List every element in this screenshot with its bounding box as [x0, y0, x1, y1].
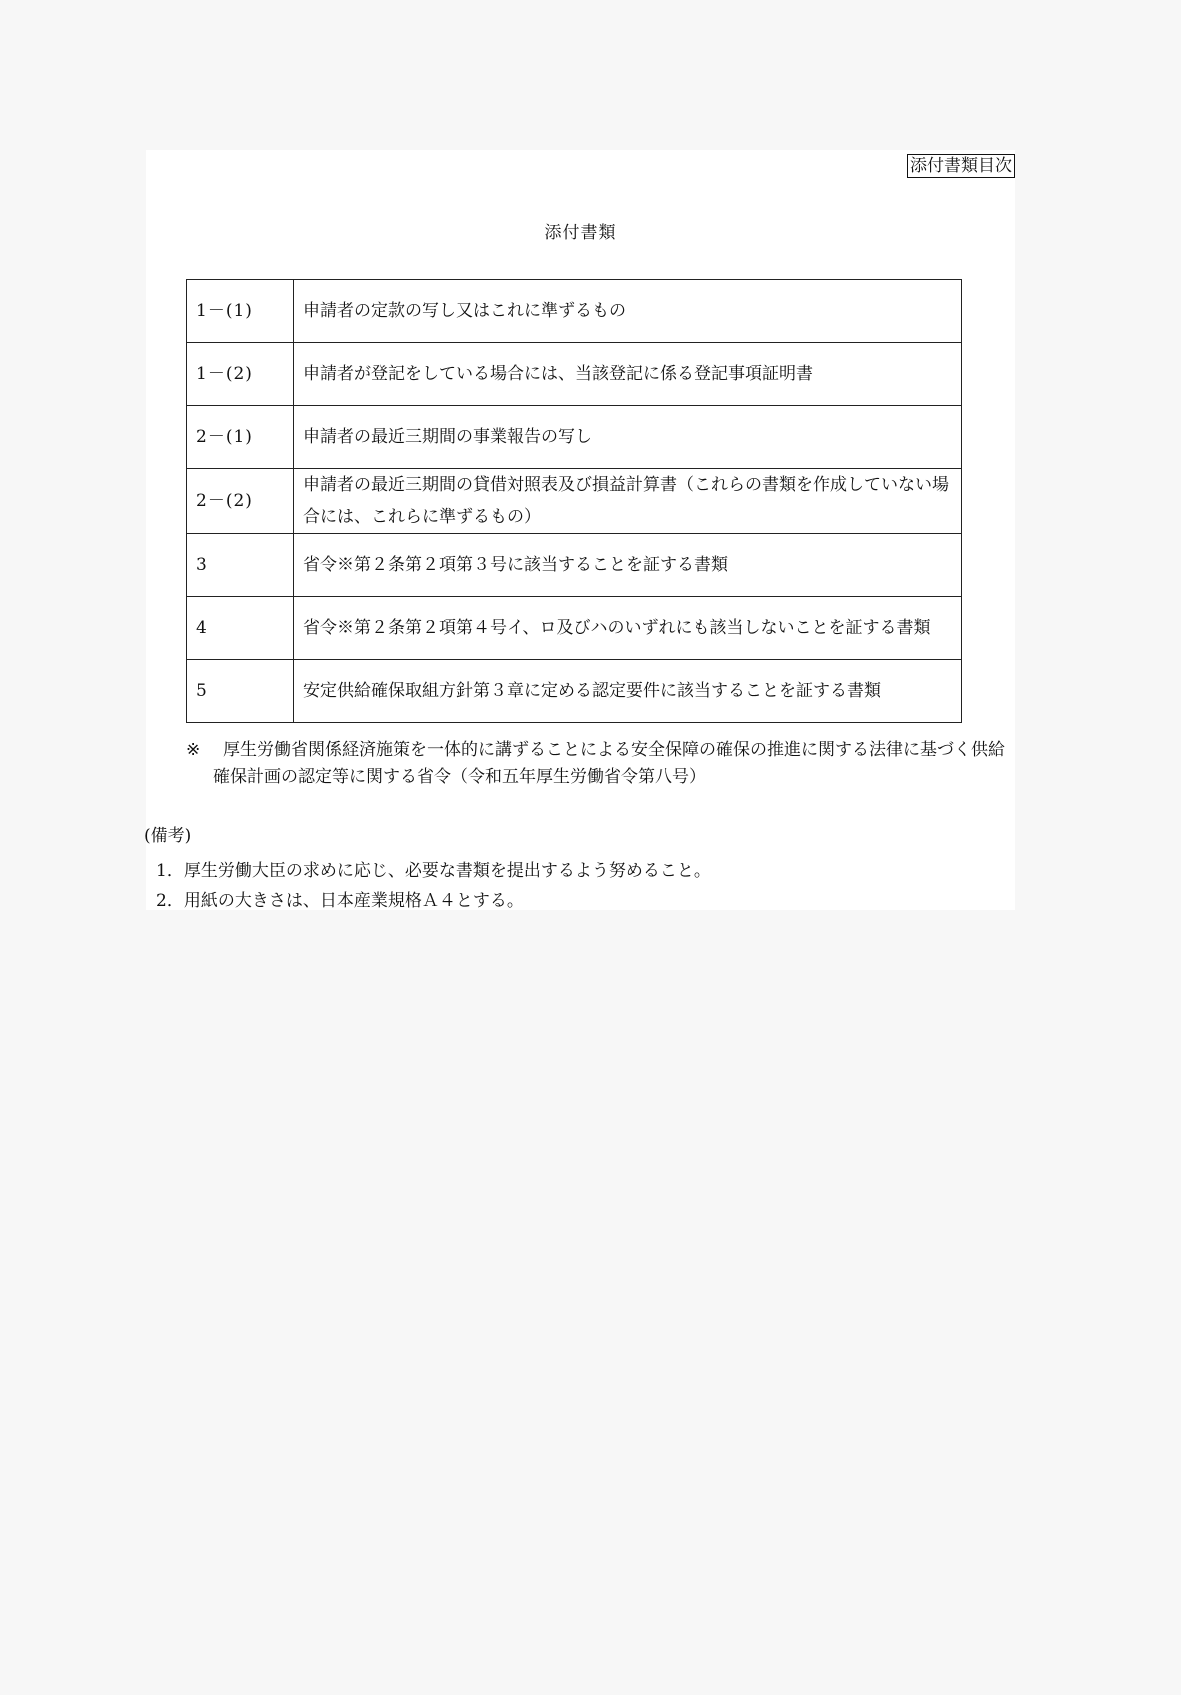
- document-page: [146, 150, 1015, 910]
- row-description: 省令※第２条第２項第４号イ、ロ及びハのいずれにも該当しないことを証する書類: [294, 597, 962, 660]
- row-number: 1－(1): [187, 280, 294, 343]
- document-title: 添付書類: [544, 223, 617, 243]
- row-description: 安定供給確保取組方針第３章に定める認定要件に該当することを証する書類: [294, 660, 962, 723]
- attachment-index-label: 添付書類目次: [907, 154, 1015, 178]
- row-number: 2－(2): [187, 469, 294, 534]
- row-number: 1－(2): [187, 343, 294, 406]
- row-description: 申請者の最近三期間の事業報告の写し: [294, 406, 962, 469]
- row-description: 申請者が登記をしている場合には、当該登記に係る登記事項証明書: [294, 343, 962, 406]
- remark-item: 1．厚生労働大臣の求めに応じ、必要な書類を提出するよう努めること。: [156, 861, 711, 881]
- table-row: [187, 343, 962, 406]
- footnote: [186, 737, 1016, 791]
- row-description: 省令※第２条第２項第３号に該当することを証する書類: [294, 534, 962, 597]
- remarks-heading: (備考): [144, 826, 192, 846]
- table-row: [187, 280, 962, 343]
- row-number: 5: [187, 660, 294, 723]
- footnote-mark: ※: [186, 740, 201, 760]
- remarks-section: [144, 822, 1004, 916]
- row-description: 申請者の定款の写し又はこれに準ずるもの: [294, 280, 962, 343]
- remark-item: 2．用紙の大きさは、日本産業規格Ａ４とする。: [156, 891, 524, 911]
- table-row: [187, 597, 962, 660]
- table-row: [187, 534, 962, 597]
- row-number: 3: [187, 534, 294, 597]
- attachments-table: [186, 279, 962, 723]
- row-number: 4: [187, 597, 294, 660]
- row-description: 申請者の最近三期間の貸借対照表及び損益計算書（これらの書類を作成していない場合には、これらに準ずるもの）: [294, 469, 962, 534]
- row-number: 2－(1): [187, 406, 294, 469]
- footnote-text: 厚生労働省関係経済施策を一体的に講ずることによる安全保障の確保の推進に関する法律に基づく供給確保計画の認定等に関する省令（令和五年厚生労働省令第八号）: [213, 740, 1005, 787]
- table-row: [187, 469, 962, 534]
- table-row: [187, 406, 962, 469]
- table-row: [187, 660, 962, 723]
